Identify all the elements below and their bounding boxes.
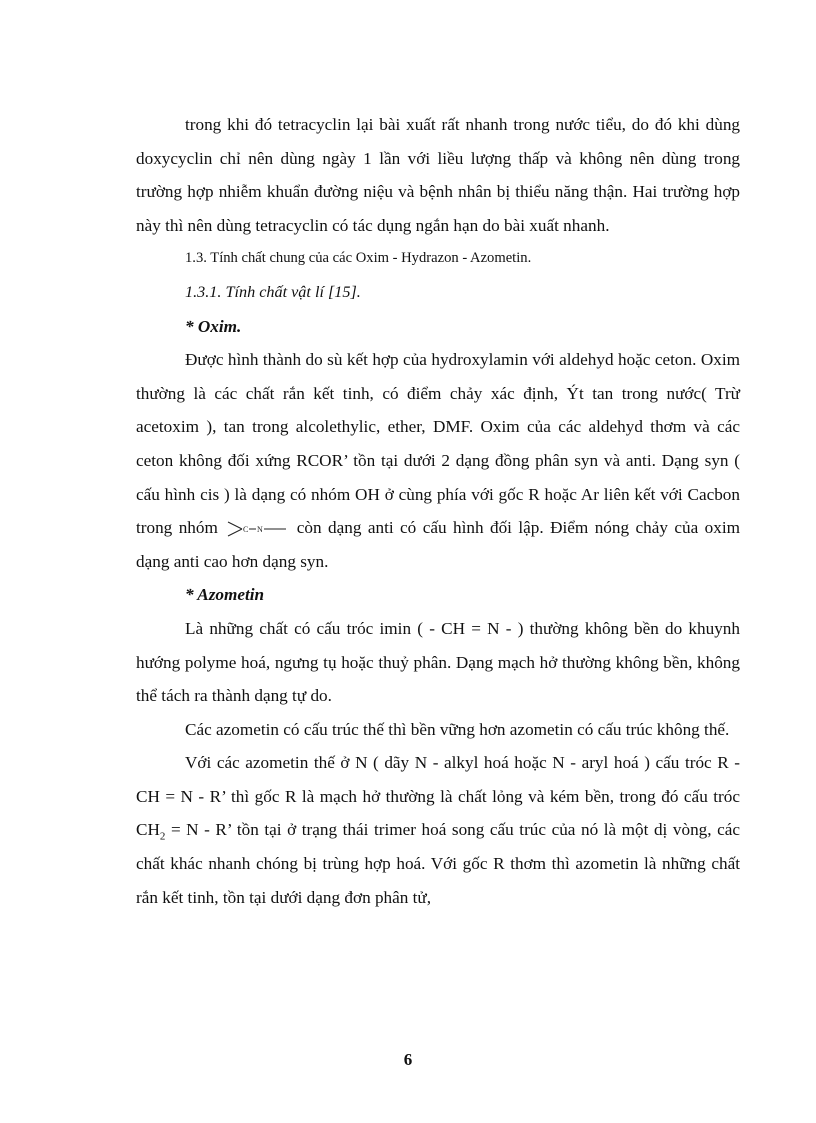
text-line: xuất nhanh. bbox=[529, 215, 610, 235]
text-line: dùng doxycyclin chỉ nên dùng ngày 1 lần với liều lượng thấp và không nên bbox=[136, 115, 741, 168]
azometin-3-text-1: Với các azometin thế ở N ( dãy N - alkyl hoá hoặc N - aryl hoá ) cấu tróc R - CH = N - R’ thì gốc R là mạch hở thường là chất lỏng và kém bền, trong đó cấu tróc CH bbox=[136, 753, 740, 840]
azometin-title: * Azometin bbox=[185, 585, 265, 605]
paragraph-oxim bbox=[136, 343, 740, 578]
paragraph-azometin-2: Các azometin có cấu trúc thế thì bền vững hơn azometin có cấu trúc không thế. bbox=[185, 719, 730, 739]
text-line: trong khi đó tetracyclin lại bài xuất rất nhanh trong nước tiểu, do đó khi bbox=[185, 115, 700, 134]
text-line: thận. Hai trường hợp này thì nên dùng tetracyclin có tác dụng ngắn hạn do bài bbox=[136, 182, 741, 235]
structure-c-label: C bbox=[243, 525, 249, 535]
section-heading-1-3-1: 1.3.1. Tính chất vật lí [15]. bbox=[185, 282, 361, 301]
paragraph-tetracyclin bbox=[136, 108, 740, 242]
oxim-text-1: Được hình thành do sù kết hợp của hydroxylamin với aldehyd hoặc ceton. Oxim thường là các chất rắn kết tinh, có điểm chảy xác định, Ýt tan trong nước( Trừ acetoxim ), tan trong alcolethylic, ether, DMF. Oxim của các aldehyd thơm và các ceton không đối xứng RCOR’ tồn tại dưới 2 dạng đồng phân syn và anti. Dạng syn ( cấu hình cis ) là dạng có nhóm OH ở cùng phía với gốc R hoặc Ar liên kết với Cacbon trong nhóm bbox=[136, 350, 740, 538]
document-body bbox=[136, 108, 740, 914]
azometin-3-text-2: = N - R’ tồn tại ở trạng thái trimer hoá song cấu trúc của nó là một dị vòng, các chất khác nhanh chóng bị trùng hợp hoá. Với gốc R thơm thì azometin là những chất rắn kết tinh, tồn tại dưới dạng đơn phân tử, bbox=[136, 820, 740, 907]
c-n-structure-icon bbox=[226, 520, 288, 538]
structure-n-label: N bbox=[257, 525, 264, 535]
text-line: dùng trong trường hợp nhiễm khuẩn đường niệu và bệnh nhân bị thiểu năng bbox=[136, 148, 741, 202]
section-heading-1-3: 1.3. Tính chất chung của các Oxim - Hydrazon - Azometin. bbox=[185, 250, 532, 267]
paragraph-azometin-3 bbox=[136, 746, 740, 914]
oxim-text-2: còn dạng anti có cấu hình đối lập. Điểm nóng chảy của oxim dạng anti cao hơn dạng syn. bbox=[136, 518, 741, 571]
paragraph-azometin-1: Là những chất có cấu tróc imin ( - CH = N - ) thường không bền do khuynh hướng polyme hoá, ngưng tụ hoặc thuỷ phân. Dạng mạch hở thường không bền, không thể tách ra thành dạng tự do. bbox=[136, 618, 740, 706]
oxim-title: * Oxim. bbox=[185, 316, 242, 336]
subscript-2: 2 bbox=[159, 830, 166, 843]
page-number: 6 bbox=[403, 1050, 413, 1069]
